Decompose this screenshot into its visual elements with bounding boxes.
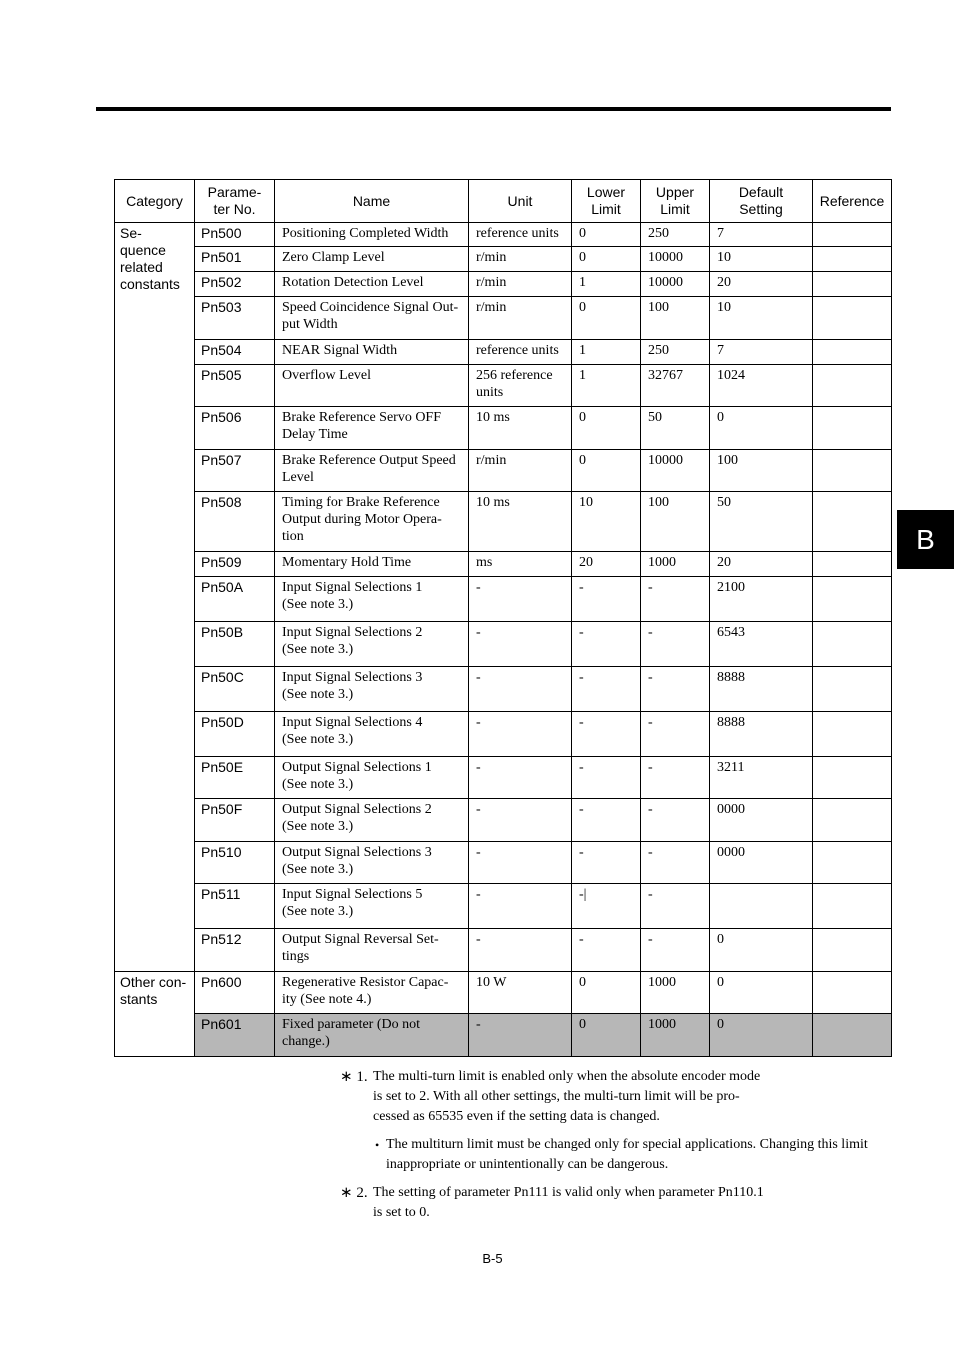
table-row — [115, 622, 892, 667]
cell-default-setting: 0000 — [710, 842, 813, 884]
cell-lower-limit: 0 — [572, 247, 641, 272]
cell-reference — [813, 799, 892, 842]
cell-upper-limit: 10000 — [641, 272, 710, 297]
table-row — [115, 492, 892, 552]
cell-reference — [813, 577, 892, 622]
cell-reference — [813, 247, 892, 272]
cell-lower-limit: 20 — [572, 552, 641, 577]
table-row — [115, 365, 892, 407]
cell-reference — [813, 492, 892, 552]
cell-default-setting: 1024 — [710, 365, 813, 407]
cell-lower-limit: 0 — [572, 1014, 641, 1057]
cell-param-unit: - — [469, 884, 572, 929]
cell-upper-limit: 100 — [641, 297, 710, 340]
cell-param-unit: - — [469, 799, 572, 842]
cell-reference — [813, 272, 892, 297]
parameter-table — [114, 179, 892, 1057]
category-other: Other con- stants — [115, 972, 195, 1057]
cell-lower-limit: 0 — [572, 972, 641, 1014]
cell-param-unit: - — [469, 1014, 572, 1057]
table-row — [115, 272, 892, 297]
category-sequence-related: Se- quence related constants — [115, 223, 195, 972]
col-header-name: Name — [275, 180, 469, 223]
cell-param-name: Regenerative Resistor Capac- ity (See note 4.) — [275, 972, 469, 1014]
cell-param-unit: - — [469, 622, 572, 667]
cell-reference — [813, 972, 892, 1014]
cell-default-setting: 7 — [710, 223, 813, 247]
col-header-reference: Reference — [813, 180, 892, 223]
table-row — [115, 223, 892, 247]
cell-upper-limit: 10000 — [641, 247, 710, 272]
cell-upper-limit: 1000 — [641, 552, 710, 577]
table-row — [115, 407, 892, 450]
table-row — [115, 247, 892, 272]
cell-lower-limit: - — [572, 667, 641, 712]
cell-default-setting — [710, 884, 813, 929]
cell-default-setting: 3211 — [710, 757, 813, 799]
cell-lower-limit: 0 — [572, 450, 641, 492]
cell-param-unit: 10 ms — [469, 407, 572, 450]
footnote-1-marker: ∗ 1. — [340, 1069, 368, 1085]
cell-param-no: Pn50C — [195, 667, 275, 712]
cell-default-setting: 0 — [710, 407, 813, 450]
cell-param-unit: r/min — [469, 247, 572, 272]
table-row — [115, 929, 892, 972]
cell-param-no: Pn601 — [195, 1014, 275, 1057]
table-row — [115, 552, 892, 577]
table-row — [115, 450, 892, 492]
bullet-marker: • — [375, 1138, 380, 1152]
cell-param-no: Pn512 — [195, 929, 275, 972]
cell-upper-limit: - — [641, 884, 710, 929]
cell-reference — [813, 365, 892, 407]
footnote-1-bullet — [340, 1135, 900, 1175]
cell-upper-limit: 32767 — [641, 365, 710, 407]
cell-default-setting: 8888 — [710, 712, 813, 757]
cell-default-setting: 0000 — [710, 799, 813, 842]
cell-reference — [813, 622, 892, 667]
cell-lower-limit: 10 — [572, 492, 641, 552]
cell-param-name: Output Signal Selections 1 (See note 3.) — [275, 757, 469, 799]
cell-lower-limit: - — [572, 799, 641, 842]
table-row — [115, 1014, 892, 1057]
table-row — [115, 297, 892, 340]
cell-param-unit: r/min — [469, 297, 572, 340]
cell-reference — [813, 223, 892, 247]
cell-param-no: Pn503 — [195, 297, 275, 340]
cell-upper-limit: - — [641, 712, 710, 757]
col-header-upper-limit: Upper Limit — [641, 180, 710, 223]
cell-upper-limit: - — [641, 622, 710, 667]
table-header-row — [115, 180, 892, 223]
cell-upper-limit: 10000 — [641, 450, 710, 492]
cell-default-setting: 0 — [710, 929, 813, 972]
cell-param-name: Brake Reference Output Speed Level — [275, 450, 469, 492]
cell-param-unit: r/min — [469, 450, 572, 492]
cell-param-unit: 256 reference units — [469, 365, 572, 407]
cell-upper-limit: - — [641, 757, 710, 799]
cell-param-name: Input Signal Selections 3 (See note 3.) — [275, 667, 469, 712]
cell-upper-limit: 250 — [641, 223, 710, 247]
footnote-1-bullet-text: The multiturn limit must be changed only for special applications. Changing this limit inappropriate or unintentionally can be dangerous. — [386, 1137, 868, 1172]
cell-param-name: Output Signal Reversal Set- tings — [275, 929, 469, 972]
col-header-lower-limit: Lower Limit — [572, 180, 641, 223]
cell-default-setting: 10 — [710, 297, 813, 340]
cell-default-setting: 0 — [710, 1014, 813, 1057]
chapter-tab: B — [897, 510, 954, 569]
col-header-category: Category — [115, 180, 195, 223]
cell-default-setting: 8888 — [710, 667, 813, 712]
cell-lower-limit: 0 — [572, 407, 641, 450]
cell-param-no: Pn600 — [195, 972, 275, 1014]
cell-lower-limit: 1 — [572, 272, 641, 297]
cell-lower-limit: 1 — [572, 365, 641, 407]
cell-param-name: Overflow Level — [275, 365, 469, 407]
cell-upper-limit: 1000 — [641, 972, 710, 1014]
cell-reference — [813, 450, 892, 492]
page-number: B-5 — [482, 1251, 503, 1266]
cell-default-setting: 2100 — [710, 577, 813, 622]
table-row — [115, 884, 892, 929]
cell-default-setting: 6543 — [710, 622, 813, 667]
cell-param-unit: - — [469, 842, 572, 884]
cell-param-no: Pn502 — [195, 272, 275, 297]
table-row — [115, 972, 892, 1014]
cell-default-setting: 20 — [710, 552, 813, 577]
cell-param-unit: 10 W — [469, 972, 572, 1014]
col-header-unit: Unit — [469, 180, 572, 223]
cell-upper-limit: - — [641, 667, 710, 712]
footnote-2 — [340, 1183, 900, 1223]
footnote-1-text: The multi-turn limit is enabled only when the absolute encoder mode is set to 2. With all other settings, the multi-turn limit will be pro- cessed as 65535 even if the setting data is changed. — [373, 1069, 761, 1124]
cell-default-setting: 20 — [710, 272, 813, 297]
cell-lower-limit: - — [572, 577, 641, 622]
cell-upper-limit: - — [641, 577, 710, 622]
cell-param-unit: - — [469, 667, 572, 712]
cell-lower-limit: 0 — [572, 223, 641, 247]
table-row — [115, 577, 892, 622]
footnotes — [340, 1067, 900, 1231]
cell-param-name: Momentary Hold Time — [275, 552, 469, 577]
cell-param-name: Timing for Brake Reference Output during Motor Opera- tion — [275, 492, 469, 552]
table-row — [115, 842, 892, 884]
cell-upper-limit: 250 — [641, 340, 710, 365]
cell-param-no: Pn507 — [195, 450, 275, 492]
cell-lower-limit: - — [572, 757, 641, 799]
cell-param-name: Output Signal Selections 2 (See note 3.) — [275, 799, 469, 842]
cell-default-setting: 50 — [710, 492, 813, 552]
table-row — [115, 340, 892, 365]
footnote-2-text: The setting of parameter Pn111 is valid only when parameter Pn110.1 is set to 0. — [373, 1185, 764, 1220]
cell-param-no: Pn50B — [195, 622, 275, 667]
cell-reference — [813, 340, 892, 365]
cell-param-unit: - — [469, 577, 572, 622]
cell-param-no: Pn511 — [195, 884, 275, 929]
cell-upper-limit: 100 — [641, 492, 710, 552]
cell-upper-limit: - — [641, 842, 710, 884]
cell-lower-limit: 0 — [572, 297, 641, 340]
cell-param-no: Pn501 — [195, 247, 275, 272]
cell-param-name: Speed Coincidence Signal Out- put Width — [275, 297, 469, 340]
cell-lower-limit: 1 — [572, 340, 641, 365]
cell-param-name: Fixed parameter (Do not change.) — [275, 1014, 469, 1057]
table-row — [115, 799, 892, 842]
cell-param-no: Pn504 — [195, 340, 275, 365]
cell-param-unit: - — [469, 757, 572, 799]
cell-upper-limit: 50 — [641, 407, 710, 450]
cell-param-name: Rotation Detection Level — [275, 272, 469, 297]
table-row — [115, 667, 892, 712]
cell-param-name: Input Signal Selections 4 (See note 3.) — [275, 712, 469, 757]
cell-reference — [813, 929, 892, 972]
cell-param-no: Pn50A — [195, 577, 275, 622]
cell-param-no: Pn505 — [195, 365, 275, 407]
cell-default-setting: 10 — [710, 247, 813, 272]
cell-reference — [813, 297, 892, 340]
cell-default-setting: 0 — [710, 972, 813, 1014]
cell-reference — [813, 712, 892, 757]
cell-reference — [813, 407, 892, 450]
cell-param-name: Brake Reference Servo OFF Delay Time — [275, 407, 469, 450]
cell-reference — [813, 884, 892, 929]
cell-lower-limit: - — [572, 622, 641, 667]
cell-param-unit: reference units — [469, 340, 572, 365]
cell-reference — [813, 757, 892, 799]
cell-param-no: Pn50D — [195, 712, 275, 757]
cell-upper-limit: 1000 — [641, 1014, 710, 1057]
cell-param-name: Input Signal Selections 5 (See note 3.) — [275, 884, 469, 929]
cell-param-unit: ms — [469, 552, 572, 577]
top-rule — [96, 107, 891, 111]
table-row — [115, 757, 892, 799]
cell-param-no: Pn510 — [195, 842, 275, 884]
col-header-param-no: Parame- ter No. — [195, 180, 275, 223]
cell-param-name: Positioning Completed Width — [275, 223, 469, 247]
cell-param-no: Pn509 — [195, 552, 275, 577]
cell-default-setting: 100 — [710, 450, 813, 492]
cell-param-no: Pn50E — [195, 757, 275, 799]
cell-param-no: Pn50F — [195, 799, 275, 842]
cell-param-no: Pn506 — [195, 407, 275, 450]
cell-lower-limit: -| — [572, 884, 641, 929]
cell-param-unit: - — [469, 712, 572, 757]
cell-upper-limit: - — [641, 929, 710, 972]
cell-reference — [813, 842, 892, 884]
cell-param-unit: r/min — [469, 272, 572, 297]
footnote-2-marker: ∗ 2. — [340, 1185, 368, 1201]
cell-upper-limit: - — [641, 799, 710, 842]
col-header-default-setting: Default Setting — [710, 180, 813, 223]
cell-lower-limit: - — [572, 712, 641, 757]
cell-param-unit: reference units — [469, 223, 572, 247]
cell-lower-limit: - — [572, 842, 641, 884]
cell-param-no: Pn500 — [195, 223, 275, 247]
cell-param-unit: - — [469, 929, 572, 972]
cell-param-name: NEAR Signal Width — [275, 340, 469, 365]
cell-param-unit: 10 ms — [469, 492, 572, 552]
cell-lower-limit: - — [572, 929, 641, 972]
cell-param-name: Output Signal Selections 3 (See note 3.) — [275, 842, 469, 884]
cell-default-setting: 7 — [710, 340, 813, 365]
cell-param-name: Zero Clamp Level — [275, 247, 469, 272]
cell-reference — [813, 667, 892, 712]
cell-param-name: Input Signal Selections 1 (See note 3.) — [275, 577, 469, 622]
footnote-1 — [340, 1067, 900, 1127]
table-row — [115, 712, 892, 757]
cell-param-no: Pn508 — [195, 492, 275, 552]
cell-reference — [813, 552, 892, 577]
cell-reference — [813, 1014, 892, 1057]
cell-param-name: Input Signal Selections 2 (See note 3.) — [275, 622, 469, 667]
